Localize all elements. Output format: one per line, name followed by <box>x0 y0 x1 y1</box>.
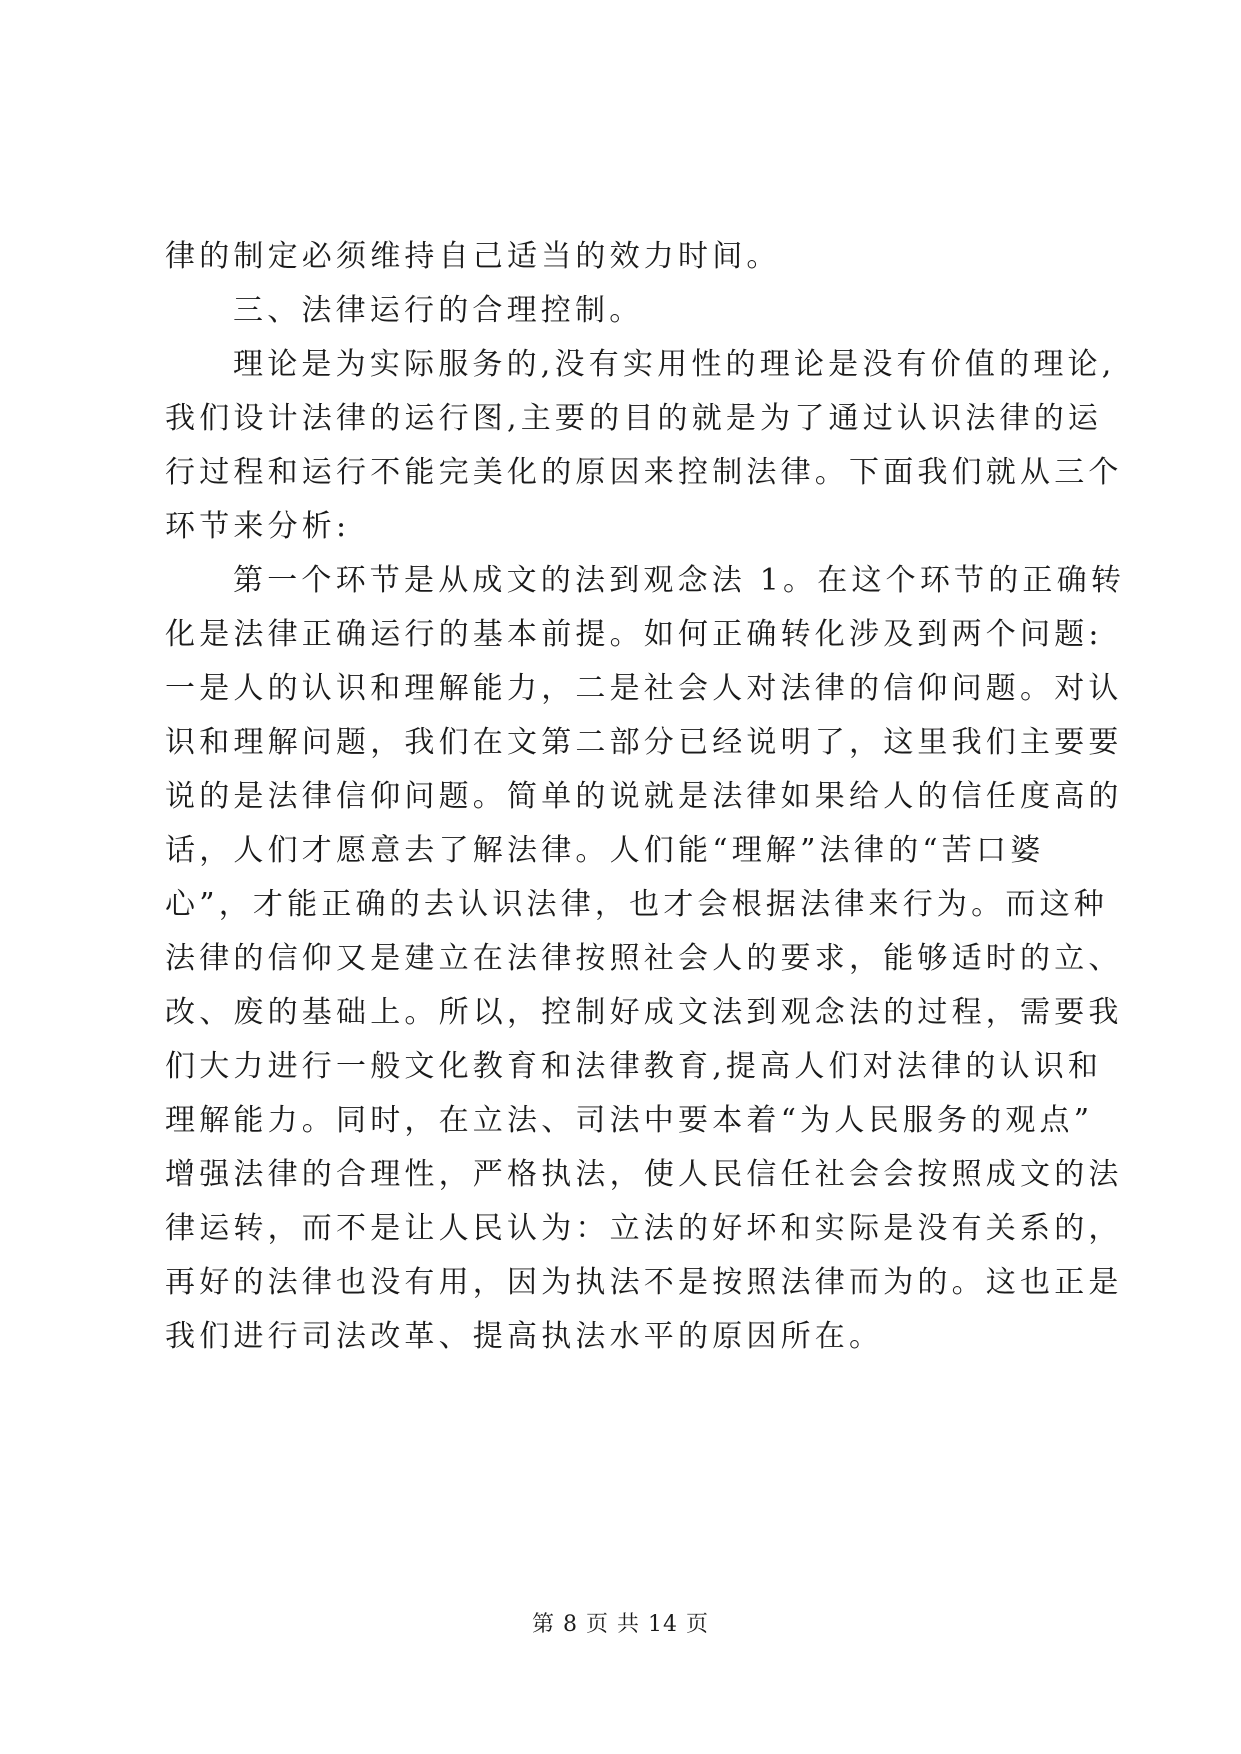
body-text <box>165 230 1125 1364</box>
text-line: 心”，才能正确的去认识法律，也才会根据法律来行为。而这种 <box>165 887 1108 922</box>
text-line: 律的制定必须维持自己适当的效力时间。 <box>165 239 781 274</box>
text-line: 法律的信仰又是建立在法律按照社会人的要求，能够适时的立、 <box>165 941 1123 976</box>
text-line: 说的是法律信仰问题。简单的说就是法律如果给人的信任度高的 <box>165 779 1123 814</box>
text-line: 行过程和运行不能完美化的原因来控制法律。下面我们就从三个 <box>165 455 1123 490</box>
text-line: 我们进行司法改革、提高执法水平的原因所在。 <box>165 1319 884 1354</box>
text-line: 化是法律正确运行的基本前提。如何正确转化涉及到两个问题: <box>165 617 1103 652</box>
text-line: 再好的法律也没有用，因为执法不是按照法律而为的。这也正是 <box>165 1265 1123 1300</box>
page-number-footer: 第 8 页 共 14 页 <box>532 1612 709 1637</box>
text-line: 环节来分析: <box>165 509 351 544</box>
text-line: 一是人的认识和理解能力，二是社会人对法律的信仰问题。对认 <box>165 671 1123 706</box>
text-line: 律运转，而不是让人民认为：立法的好坏和实际是没有关系的， <box>165 1211 1123 1246</box>
text-line: 改、废的基础上。所以，控制好成文法到观念法的过程，需要我 <box>165 995 1123 1030</box>
text-line: 们大力进行一般文化教育和法律教育,提高人们对法律的认识和 <box>165 1049 1103 1084</box>
text-line: 我们设计法律的运行图,主要的目的就是为了通过认识法律的运 <box>165 401 1103 436</box>
text-line: 话，人们才愿意去了解法律。人们能“理解”法律的“苦口婆 <box>165 833 1045 868</box>
text-line: 识和理解问题，我们在文第二部分已经说明了，这里我们主要要 <box>165 725 1123 760</box>
section-heading: 三、法律运行的合理控制。 <box>233 293 644 328</box>
text-line: 理论是为实际服务的,没有实用性的理论是没有价值的理论, <box>233 347 1116 382</box>
text-line: 增强法律的合理性，严格执法，使人民信任社会会按照成文的法 <box>165 1157 1123 1192</box>
text-line: 第一个环节是从成文的法到观念法 1。在这个环节的正确转 <box>233 563 1126 598</box>
text-line: 理解能力。同时，在立法、司法中要本着“为人民服务的观点” <box>165 1103 1094 1138</box>
